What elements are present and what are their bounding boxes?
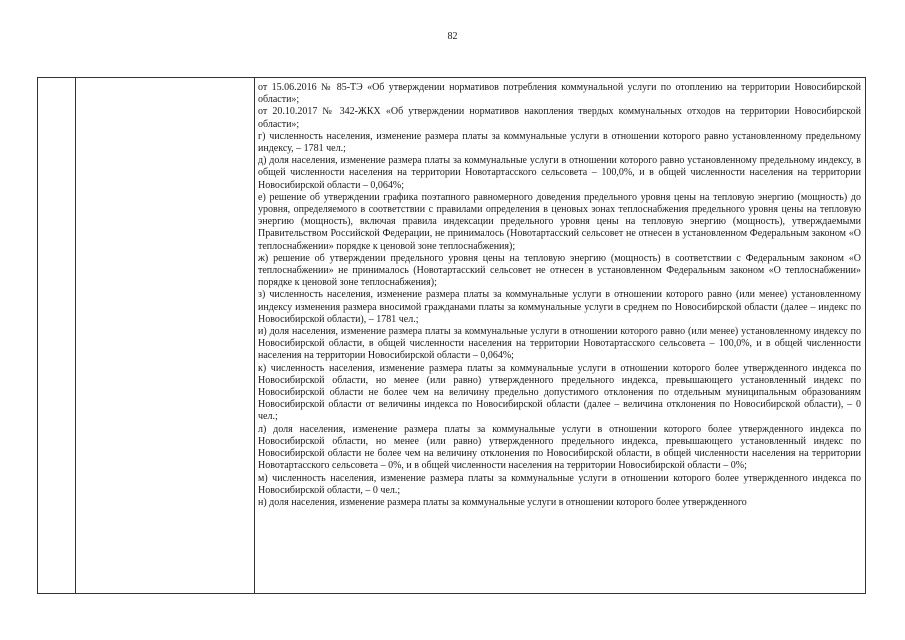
paragraph: к) численность населения, изменение размера платы за коммунальные услуги в отношении которого более утвержденного индекса по Новосибирской области, но менее (или равно) утвержденного предельного индекса, превышающего установленный индекс по Новосибирской области не более чем на величину предельно допустимого отклонения по отдельным муниципальным образованиям Новосибирской области от величины индекса по Новосибирской области (далее – величина отклонения по Новосибирской области), – 0 чел.; [258, 362, 861, 423]
column-divider [75, 78, 76, 593]
document-table [37, 77, 866, 594]
paragraph: и) доля населения, изменение размера платы за коммунальные услуги в отношении которого равно (или менее) установленному индексу по Новосибирской области, в общей численности населения на территории Новотартасского сельсовета – 100,0%, и в общей численности населения на территории Новосибирской области – 0,064%; [258, 326, 861, 362]
paragraph: е) решение об утверждении графика поэтапного равномерного доведения предельного уровня цены на тепловую энергию (мощность) до уровня, определяемого в соответствии с правилами определения в ценовых зонах теплоснабжения предельного уровня цены на тепловую энергию (мощность), включая правила индексации предельного уровня цены на тепловую энергию (мощность), утверждаемыми Правительством Российской Федерации, не принималось (Новотартасский сельсовет не отнесен в установленном Федеральным законом «О теплоснабжении» порядке к ценовой зоне теплоснабжения); [258, 191, 861, 252]
paragraph: от 15.06.2016 № 85-ТЭ «Об утверждении нормативов потребления коммунальной услуги по отоплению на территории Новосибирской области»; [258, 82, 861, 106]
paragraph: л) доля населения, изменение размера платы за коммунальные услуги в отношении которого более утвержденного индекса по Новосибирской области, но менее (или равно) утвержденного предельного индекса, превышающего установленный индекс по Новосибирской области не более чем на величину отклонения по Новосибирской области, в общей численности населения на территории Новотартасского сельсовета – 0%, и в общей численности населения на территории Новосибирской области – 0%; [258, 423, 861, 472]
paragraph: г) численность населения, изменение размера платы за коммунальные услуги в отношении которого равно установленному предельному индексу, – 1781 чел.; [258, 130, 861, 155]
page-number: 82 [447, 31, 458, 42]
column-divider [254, 78, 255, 593]
paragraph: д) доля населения, изменение размера платы за коммунальные услуги в отношении которого равно установленному предельному индексу, в общей численности населения на территории Новотартасского сельсовета – 100,0%, и в общей численности населения на территории Новосибирской области – 0,064%; [258, 155, 861, 191]
paragraph: от 20.10.2017 № 342-ЖКХ «Об утверждении нормативов накопления твердых коммунальных отходов на территории Новосибирской области»; [258, 106, 861, 130]
paragraph: ж) решение об утверждении предельного уровня цены на тепловую энергию (мощность) в соответствии с Федеральным законом «О теплоснабжении» не принималось (Новотартасский сельсовет не отнесен в установленном Федеральным законом «О теплоснабжении» порядке к ценовой зоне теплоснабжения); [258, 252, 861, 289]
paragraph: з) численность населения, изменение размера платы за коммунальные услуги в отношении которого равно (или менее) установленному индексу изменения размера вносимой гражданами платы за коммунальные услуги в среднем по Новосибирской области (далее – индекс по Новосибирской области), – 1781 чел.; [258, 289, 861, 325]
paragraph: н) доля населения, изменение размера платы за коммунальные услуги в отношении которого более утвержденного [258, 496, 747, 508]
table-text-cell [258, 82, 861, 591]
paragraph: м) численность населения, изменение размера платы за коммунальные услуги в отношении которого более утвержденного индекса по Новосибирской области, – 0 чел.; [258, 472, 861, 496]
